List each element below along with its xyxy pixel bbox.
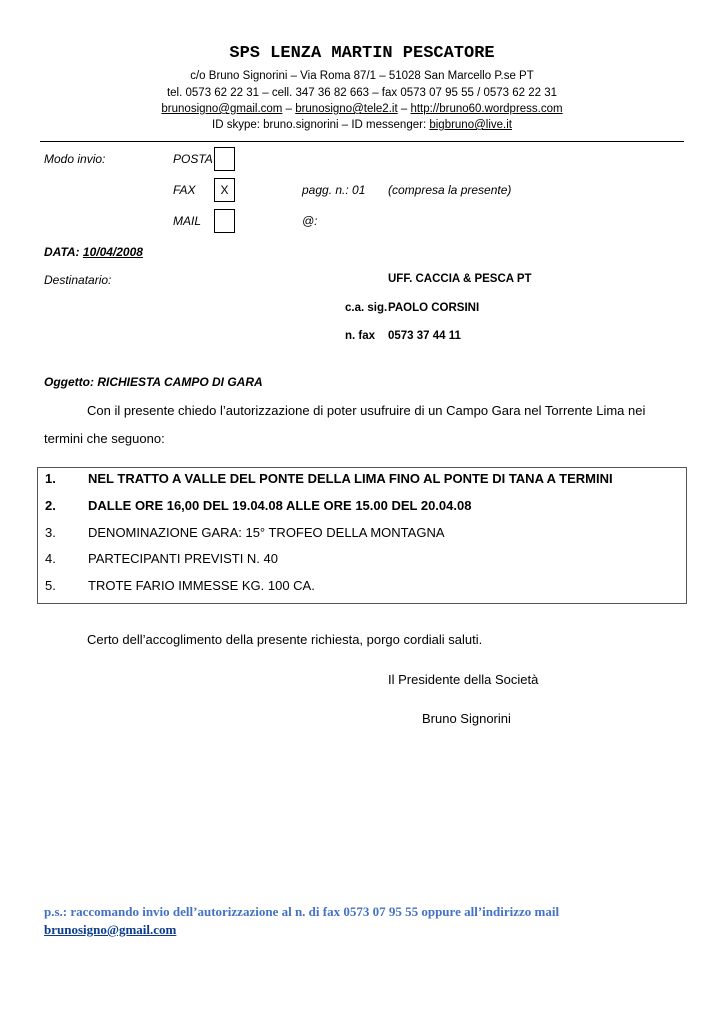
separator: –	[282, 103, 296, 115]
postscript-text: p.s.: raccomando invio dell’autorizzazione al n. di fax 0573 07 95 55 oppure all’indirizzo mail	[44, 904, 560, 919]
item-number: 3.	[45, 525, 56, 540]
posta-label: POSTA	[173, 152, 213, 166]
item-text: DENOMINAZIONE GARA: 15° TROFEO DELLA MONTAGNA	[88, 525, 445, 540]
item-text: NEL TRATTO A VALLE DEL PONTE DELLA LIMA FINO AL PONTE DI TANA A TERMINI	[88, 471, 613, 486]
skype-label: ID skype: bruno.signorini – ID messenger:	[212, 119, 430, 131]
pages-label: pagg. n.: 01	[302, 183, 366, 197]
date-line	[44, 245, 143, 259]
email-link-tele2[interactable]: brunosigno@tele2.it	[295, 103, 398, 115]
item-number: 5.	[45, 578, 56, 593]
date-label: DATA:	[44, 245, 80, 259]
request-terms-box	[37, 467, 687, 604]
signature-name: Bruno Signorini	[422, 711, 511, 726]
separator: –	[397, 103, 411, 115]
messenger-link[interactable]: bigbruno@live.it	[429, 119, 512, 131]
item-number: 4.	[45, 551, 56, 566]
item-text: DALLE ORE 16,00 DEL 19.04.08 ALLE ORE 15.00 DEL 20.04.08	[88, 498, 472, 513]
recipient-office: UFF. CACCIA & PESCA PT	[388, 273, 532, 285]
item-number: 1.	[45, 471, 56, 486]
posta-checkbox[interactable]	[214, 147, 235, 171]
header-divider	[40, 141, 684, 142]
attn-name: PAOLO CORSINI	[388, 302, 480, 314]
recipient-label: Destinatario:	[44, 273, 112, 287]
signature-role: Il Presidente della Società	[388, 672, 539, 687]
item-number: 2.	[45, 498, 56, 513]
intro-line-1: Con il presente chiedo l’autorizzazione di poter usufruire di un Campo Gara nel Torrente Lima nei	[87, 403, 646, 418]
mail-label: MAIL	[173, 214, 202, 228]
closing-line: Certo dell’accoglimento della presente richiesta, porgo cordiali saluti.	[87, 632, 483, 647]
item-text: TROTE FARIO IMMESSE KG. 100 CA.	[88, 578, 315, 593]
address-line: c/o Bruno Signorini – Via Roma 87/1 – 51028 San Marcello P.se PT	[190, 70, 534, 82]
intro-line-2: termini che seguono:	[44, 431, 165, 446]
pages-note: (compresa la presente)	[388, 183, 512, 197]
subject-line: Oggetto: RICHIESTA CAMPO DI GARA	[44, 375, 263, 389]
letterhead-title: SPS LENZA MARTIN PESCATORE	[229, 44, 495, 63]
fax-checkbox[interactable]: X	[214, 178, 235, 202]
send-mode-label: Modo invio:	[44, 152, 106, 166]
attn-label: c.a. sig.	[345, 302, 388, 314]
email-link-gmail[interactable]: brunosigno@gmail.com	[161, 103, 283, 115]
recipient-fax-label: n. fax	[345, 330, 376, 342]
messenger-line	[0, 119, 724, 131]
phone-line: tel. 0573 62 22 31 – cell. 347 36 82 663 – fax 0573 07 95 55 / 0573 62 22 31	[166, 87, 558, 99]
postscript-email-link[interactable]: brunosigno@gmail.com	[44, 922, 177, 937]
contact-links-line	[0, 103, 724, 115]
email-at-label: @:	[302, 214, 318, 228]
postscript-email-line	[44, 922, 176, 938]
mail-checkbox[interactable]	[214, 209, 235, 233]
item-text: PARTECIPANTI PREVISTI N. 40	[88, 551, 278, 566]
fax-label: FAX	[173, 183, 196, 197]
date-value: 10/04/2008	[82, 245, 143, 259]
recipient-fax-value: 0573 37 44 11	[388, 330, 461, 342]
website-link[interactable]: http://bruno60.wordpress.com	[410, 103, 563, 115]
